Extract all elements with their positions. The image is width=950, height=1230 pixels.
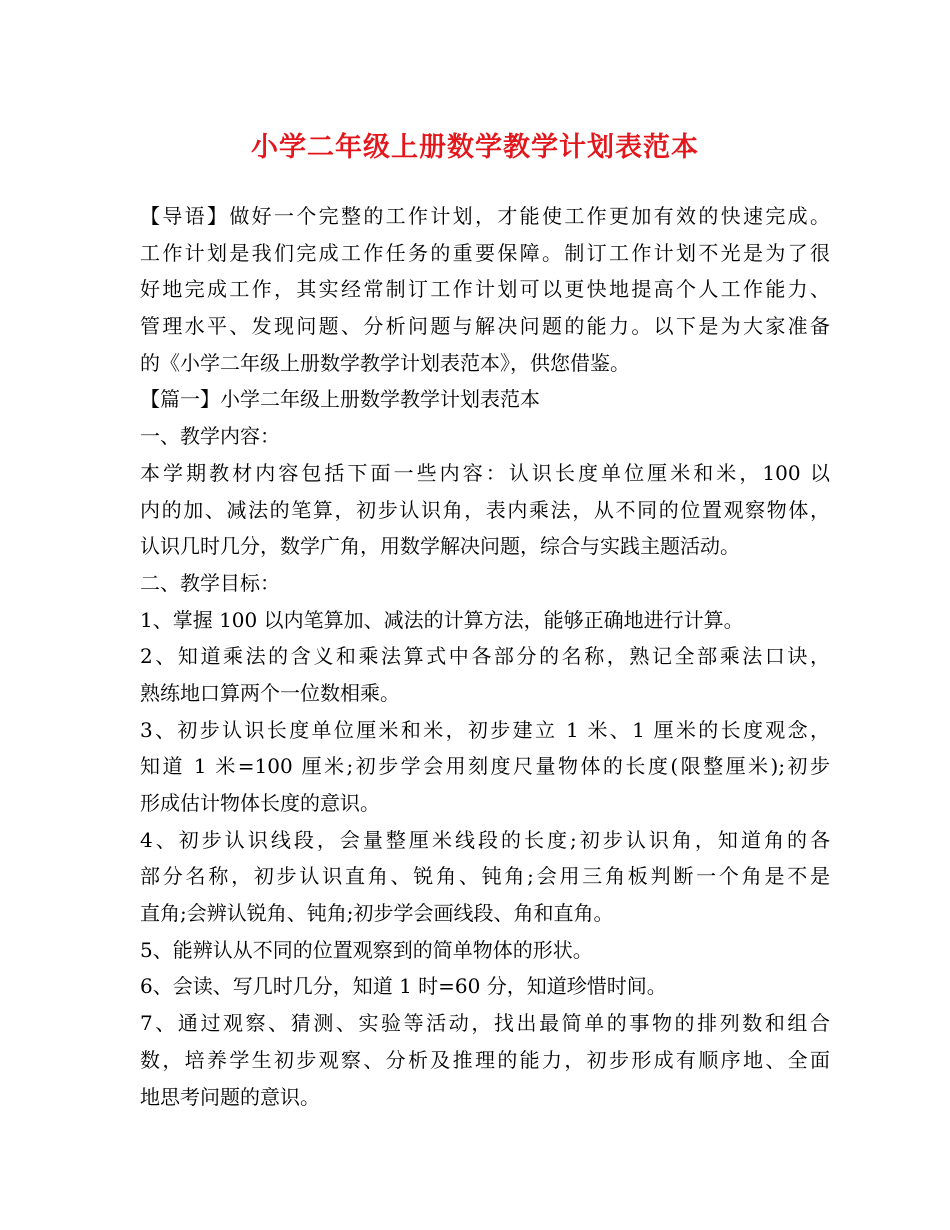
body-line: 3、初步认识长度单位厘米和米，初步建立 1 米、1 厘米的长度观念，: [140, 717, 830, 742]
body-line: 地思考问题的意识。: [140, 1084, 320, 1109]
body-line: 认识几时几分，数学广角，用数学解决问题，综合与实践主题活动。: [140, 534, 740, 559]
body-line: 部分名称，初步认识直角、锐角、钝角;会用三角板判断一个角是不是: [140, 864, 830, 889]
body-line: 二、教学目标：: [140, 570, 280, 595]
body-line: 好地完成工作，其实经常制订工作计划可以更快地提高个人工作能力、: [140, 277, 830, 302]
body-line: 数，培养学生初步观察、分析及推理的能力，初步形成有顺序地、全面: [140, 1047, 830, 1072]
body-line: 【篇一】小学二年级上册数学教学计划表范本: [140, 387, 540, 412]
body-line: 工作计划是我们完成工作任务的重要保障。制订工作计划不光是为了很: [140, 240, 830, 265]
body-line: 【导语】做好一个完整的工作计划，才能使工作更加有效的快速完成。: [140, 204, 830, 228]
body-line: 1、掌握 100 以内笔算加、减法的计算方法，能够正确地进行计算。: [140, 607, 744, 632]
body-line: 2、知道乘法的含义和乘法算式中各部分的名称，熟记全部乘法口诀，: [140, 644, 830, 669]
body-line: 内的加、减法的笔算，初步认识角，表内乘法，从不同的位置观察物体，: [140, 497, 830, 522]
body-line: 4、初步认识线段，会量整厘米线段的长度;初步认识角，知道角的各: [140, 827, 830, 852]
body-line: 的《小学二年级上册数学教学计划表范本》，供您借鉴。: [140, 350, 630, 375]
body-line: 本学期教材内容包括下面一些内容：认识长度单位厘米和米，100 以: [140, 460, 830, 485]
body-line: 知道 1 米=100 厘米;初步学会用刻度尺量物体的长度(限整厘米);初步: [140, 754, 830, 779]
body-line: 熟练地口算两个一位数相乘。: [140, 680, 400, 705]
body-line: 7、通过观察、猜测、实验等活动，找出最简单的事物的排列数和组合: [140, 1011, 830, 1036]
body-line: 形成估计物体长度的意识。: [140, 791, 380, 815]
body-line: 5、能辨认从不同的位置观察到的简单物体的形状。: [140, 937, 593, 962]
document-body: [140, 198, 830, 1115]
page-title: 小学二年级上册数学教学计划表范本: [251, 132, 699, 163]
body-line: 直角;会辨认锐角、钝角;初步学会画线段、角和直角。: [140, 901, 614, 926]
body-line: 一、教学内容：: [140, 424, 280, 449]
body-line: 6、会读、写几时几分，知道 1 时=60 分，知道珍惜时间。: [140, 974, 667, 999]
body-line: 管理水平、发现问题、分析问题与解决问题的能力。以下是为大家准备: [140, 314, 830, 339]
